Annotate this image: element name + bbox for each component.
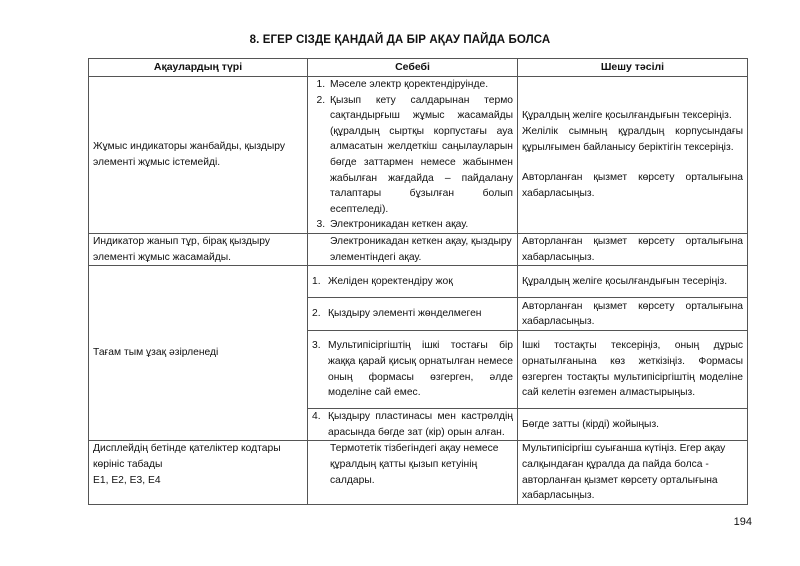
fault-cell: Тағам тым ұзақ әзірленеді [89, 266, 308, 441]
header-cause: Себебі [308, 59, 518, 77]
cause-text: Қыздыру элементі жөнделмеген [328, 308, 482, 320]
cause-cell [308, 409, 518, 441]
page-title: 8. ЕГЕР СІЗДЕ ҚАНДАЙ ДА БІР АҚАУ ПАЙДА БОЛСА [249, 34, 551, 46]
table-header-row [89, 59, 748, 77]
fault-cell: Индикатор жанып тұр, бірақ қыздыру элементі жұмыс жасамайды. [89, 233, 308, 265]
solution-cell: Авторланған қызмет көрсету орталығына хабарласыңыз. [518, 298, 748, 331]
solution-text: Құралдың желіге қосылғандығын тексеріңіз. [522, 110, 732, 122]
cause-list [310, 77, 513, 233]
cause-item: 1. Мәселе электр қоректендіруінде. [328, 77, 513, 93]
cause-cell: Электроникадан кеткен ақау, қыздыру элементіндегі ақау. [308, 233, 518, 265]
cause-text: Мультипісіргіштің ішкі тостағы бір жаққа қарай қисық орнатылған немесе оның формасы өзгерген, әлде моделіне сай емес. [328, 340, 513, 399]
table-row [89, 441, 748, 504]
error-codes: E1, E2, E3, E4 [93, 474, 161, 486]
solution-cell: Бөгде затты (кірді) жойыңыз. [518, 409, 748, 441]
solution-cell: Авторланған қызмет көрсету орталығына хабарласыңыз. [518, 233, 748, 265]
solution-cell [518, 77, 748, 234]
cause-cell [308, 266, 518, 298]
solution-text: Желілік сымның құралдың корпусындағы құрылғымен байланысу беріктігін тексеріңіз. [522, 126, 743, 153]
table-row [89, 233, 748, 265]
fault-cell [89, 441, 308, 504]
cause-cell [308, 77, 518, 234]
item-number: 4. [312, 411, 321, 423]
cause-item: 2. Қызып кету салдарынан термо сақтандырғыш жұмыс жасамайды (құралдың сыртқы корпустағы ауа алмасатын желдеткіш саңылауларын бөгде заттармен немесе жабынмен жабылған жағдайда – пайдалану талаптары бұзылған болып есептеледі). [328, 93, 513, 218]
troubleshooting-table [88, 58, 748, 505]
page-number: 194 [733, 516, 752, 528]
item-number: 3. [312, 340, 321, 352]
cause-cell [308, 298, 518, 331]
solution-cell: Құралдың желіге қосылғандығын тесеріңіз. [518, 266, 748, 298]
cause-text: Қыздыру пластинасы мен кастрөлдің арасында бөгде зат (кір) орын алған. [328, 411, 513, 438]
cause-cell: Термотетік тізбегіндегі ақау немесе құралдың қатты қызып кетуінің салдары. [308, 441, 518, 504]
fault-text: Дисплейдің бетінде қателіктер кодтары көрініс табады [93, 443, 281, 470]
solution-cell: Мультипісіргіш суығанша күтіңіз. Егер ақау салқындаған құралда да пайда болса - авторланған қызмет көрсету орталығына хабарласыңыз. [518, 441, 748, 504]
fault-cell: Жұмыс индикаторы жанбайды, қыздыру элементі жұмыс істемейді. [89, 77, 308, 234]
cause-text: Желіден қоректендіру жоқ [328, 275, 453, 287]
table-row [89, 266, 748, 298]
table-row [89, 77, 748, 234]
cause-cell [308, 331, 518, 409]
item-number: 2. [312, 308, 321, 320]
solution-text: Авторланған қызмет көрсету орталығына хабарласыңыз. [522, 172, 743, 199]
cause-item: 3. Электроникадан кеткен ақау. [328, 217, 513, 233]
item-number: 1. [312, 275, 321, 287]
solution-cell: Ішкі тостақты тексеріңіз, оның дұрыс орнатылғанына көз жеткізіңіз. Формасы өзгерген тостақты мультипісіргіштің моделіне сай келетін өзгемен алмастырыңыз. [518, 331, 748, 409]
header-fault-type: Ақаулардың түрі [89, 59, 308, 77]
header-solution: Шешу тәсілі [518, 59, 748, 77]
